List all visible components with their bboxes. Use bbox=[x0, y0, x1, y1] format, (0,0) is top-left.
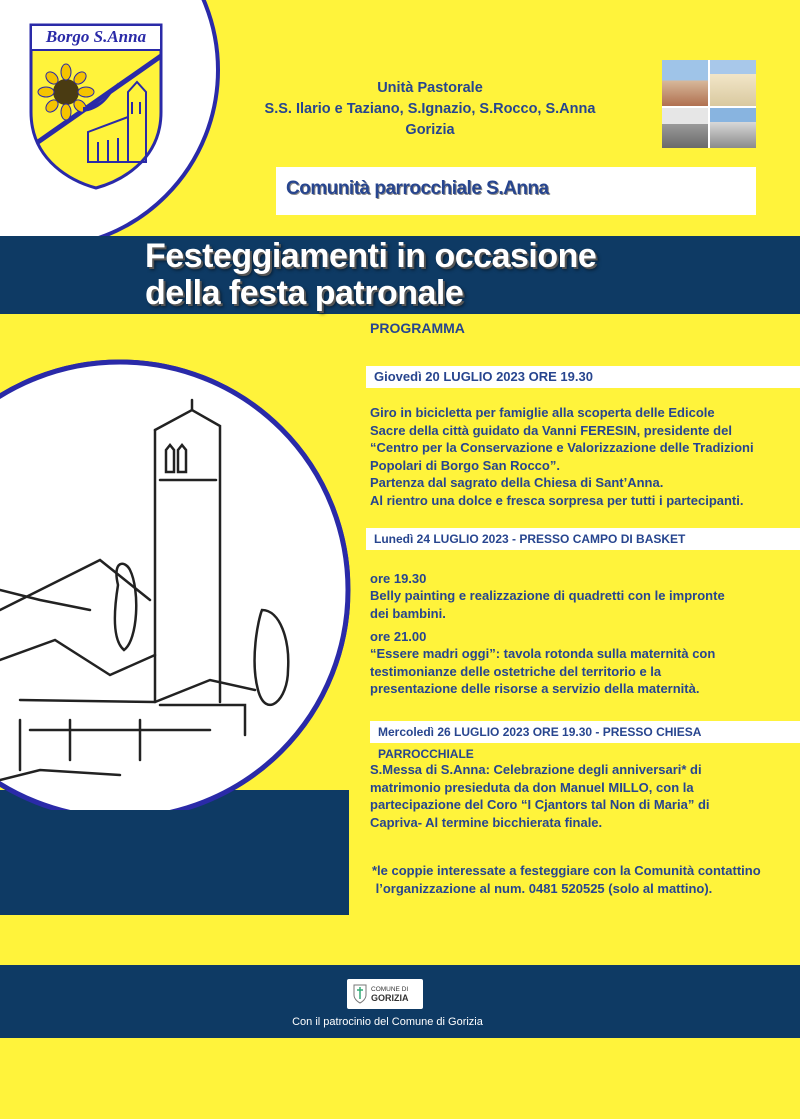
main-title bbox=[145, 238, 596, 312]
header-line3: Gorizia bbox=[405, 122, 455, 138]
crest-label: Borgo S.Anna bbox=[45, 27, 147, 46]
main-title-line1: Festeggiamenti in occasione bbox=[145, 237, 597, 275]
event2-description2 bbox=[370, 645, 800, 698]
event3-description bbox=[370, 761, 800, 831]
event2-time2: ore 21.00 bbox=[370, 629, 427, 644]
photo-church-4 bbox=[710, 108, 756, 148]
text-line: matrimonio presieduta da don Manuel MILLO, con la bbox=[370, 779, 694, 795]
comune-logo bbox=[347, 979, 423, 1009]
event3-date: Mercoledì 26 LUGLIO 2023 ORE 19.30 - PRESSO CHIESA PARROCCHIALE bbox=[370, 721, 800, 743]
text-line: testimonianze delle ostetriche del territorio e la bbox=[370, 663, 662, 679]
text-line: Sacre della città guidato da Vanni FERESIN, presidente del bbox=[370, 422, 732, 438]
programma-label: PROGRAMMA bbox=[370, 320, 465, 336]
comune-logo-line1: COMUNE DI bbox=[371, 986, 409, 993]
note-line: l’organizzazione al num. 0481 520525 (solo al mattino). bbox=[372, 880, 713, 896]
text-line: Partenza dal sagrato della Chiesa di Sant’Anna. bbox=[370, 475, 664, 490]
text-line: partecipazione del Coro “I Cjantors tal Non di Maria” di bbox=[370, 797, 710, 812]
text-line: “Essere madri oggi”: tavola rotonda sulla maternità con bbox=[370, 646, 716, 661]
patronage-text: Con il patrocinio del Comune di Gorizia bbox=[292, 1016, 483, 1028]
photo-church-3 bbox=[662, 108, 708, 148]
text-line: dei bambini. bbox=[370, 605, 446, 621]
text-line: S.Messa di S.Anna: Celebrazione degli anniversari* di bbox=[370, 762, 702, 777]
note bbox=[372, 862, 800, 897]
note-line: *le coppie interessate a festeggiare con la Comunità contattino bbox=[372, 863, 761, 878]
event1-description bbox=[370, 404, 800, 509]
crest bbox=[28, 22, 164, 190]
text-line: Giro in bicicletta per famiglie alla scoperta delle Edicole bbox=[370, 405, 715, 420]
text-line: Belly painting e realizzazione di quadretti con le impronte bbox=[370, 588, 725, 603]
text-line: Al rientro una dolce e fresca sorpresa per tutti i partecipanti. bbox=[370, 492, 744, 508]
event1-date: Giovedì 20 LUGLIO 2023 ORE 19.30 bbox=[366, 366, 800, 388]
community-box bbox=[276, 167, 756, 215]
event2-description1 bbox=[370, 587, 800, 622]
header-line1: Unità Pastorale bbox=[377, 80, 483, 96]
church-photos-collage bbox=[662, 60, 756, 148]
event2-date: Lunedì 24 LUGLIO 2023 - PRESSO CAMPO DI BASKET bbox=[366, 528, 800, 550]
header-block bbox=[220, 78, 640, 141]
header-line2: S.S. Ilario e Taziano, S.Ignazio, S.Rocco, S.Anna bbox=[264, 101, 596, 117]
main-title-line2: della festa patronale bbox=[145, 274, 464, 312]
community-title: Comunità parrocchiale S.Anna bbox=[286, 178, 549, 199]
text-line: Capriva- Al termine bicchierata finale. bbox=[370, 814, 603, 830]
coat-of-arms-icon bbox=[353, 984, 367, 1004]
photo-church-1 bbox=[662, 60, 708, 106]
text-line: Popolari di Borgo San Rocco”. bbox=[370, 457, 560, 473]
event2-time1: ore 19.30 bbox=[370, 571, 427, 586]
text-line: “Centro per la Conservazione e Valorizzazione delle Tradizioni bbox=[370, 440, 754, 455]
text-line: presentazione delle risorse a servizio della maternità. bbox=[370, 681, 700, 696]
sunflower-church-crest-icon bbox=[28, 22, 164, 190]
comune-logo-line2: GORIZIA bbox=[371, 993, 409, 1003]
photo-church-2 bbox=[710, 60, 756, 106]
circle-drawing-overlay bbox=[0, 330, 350, 810]
